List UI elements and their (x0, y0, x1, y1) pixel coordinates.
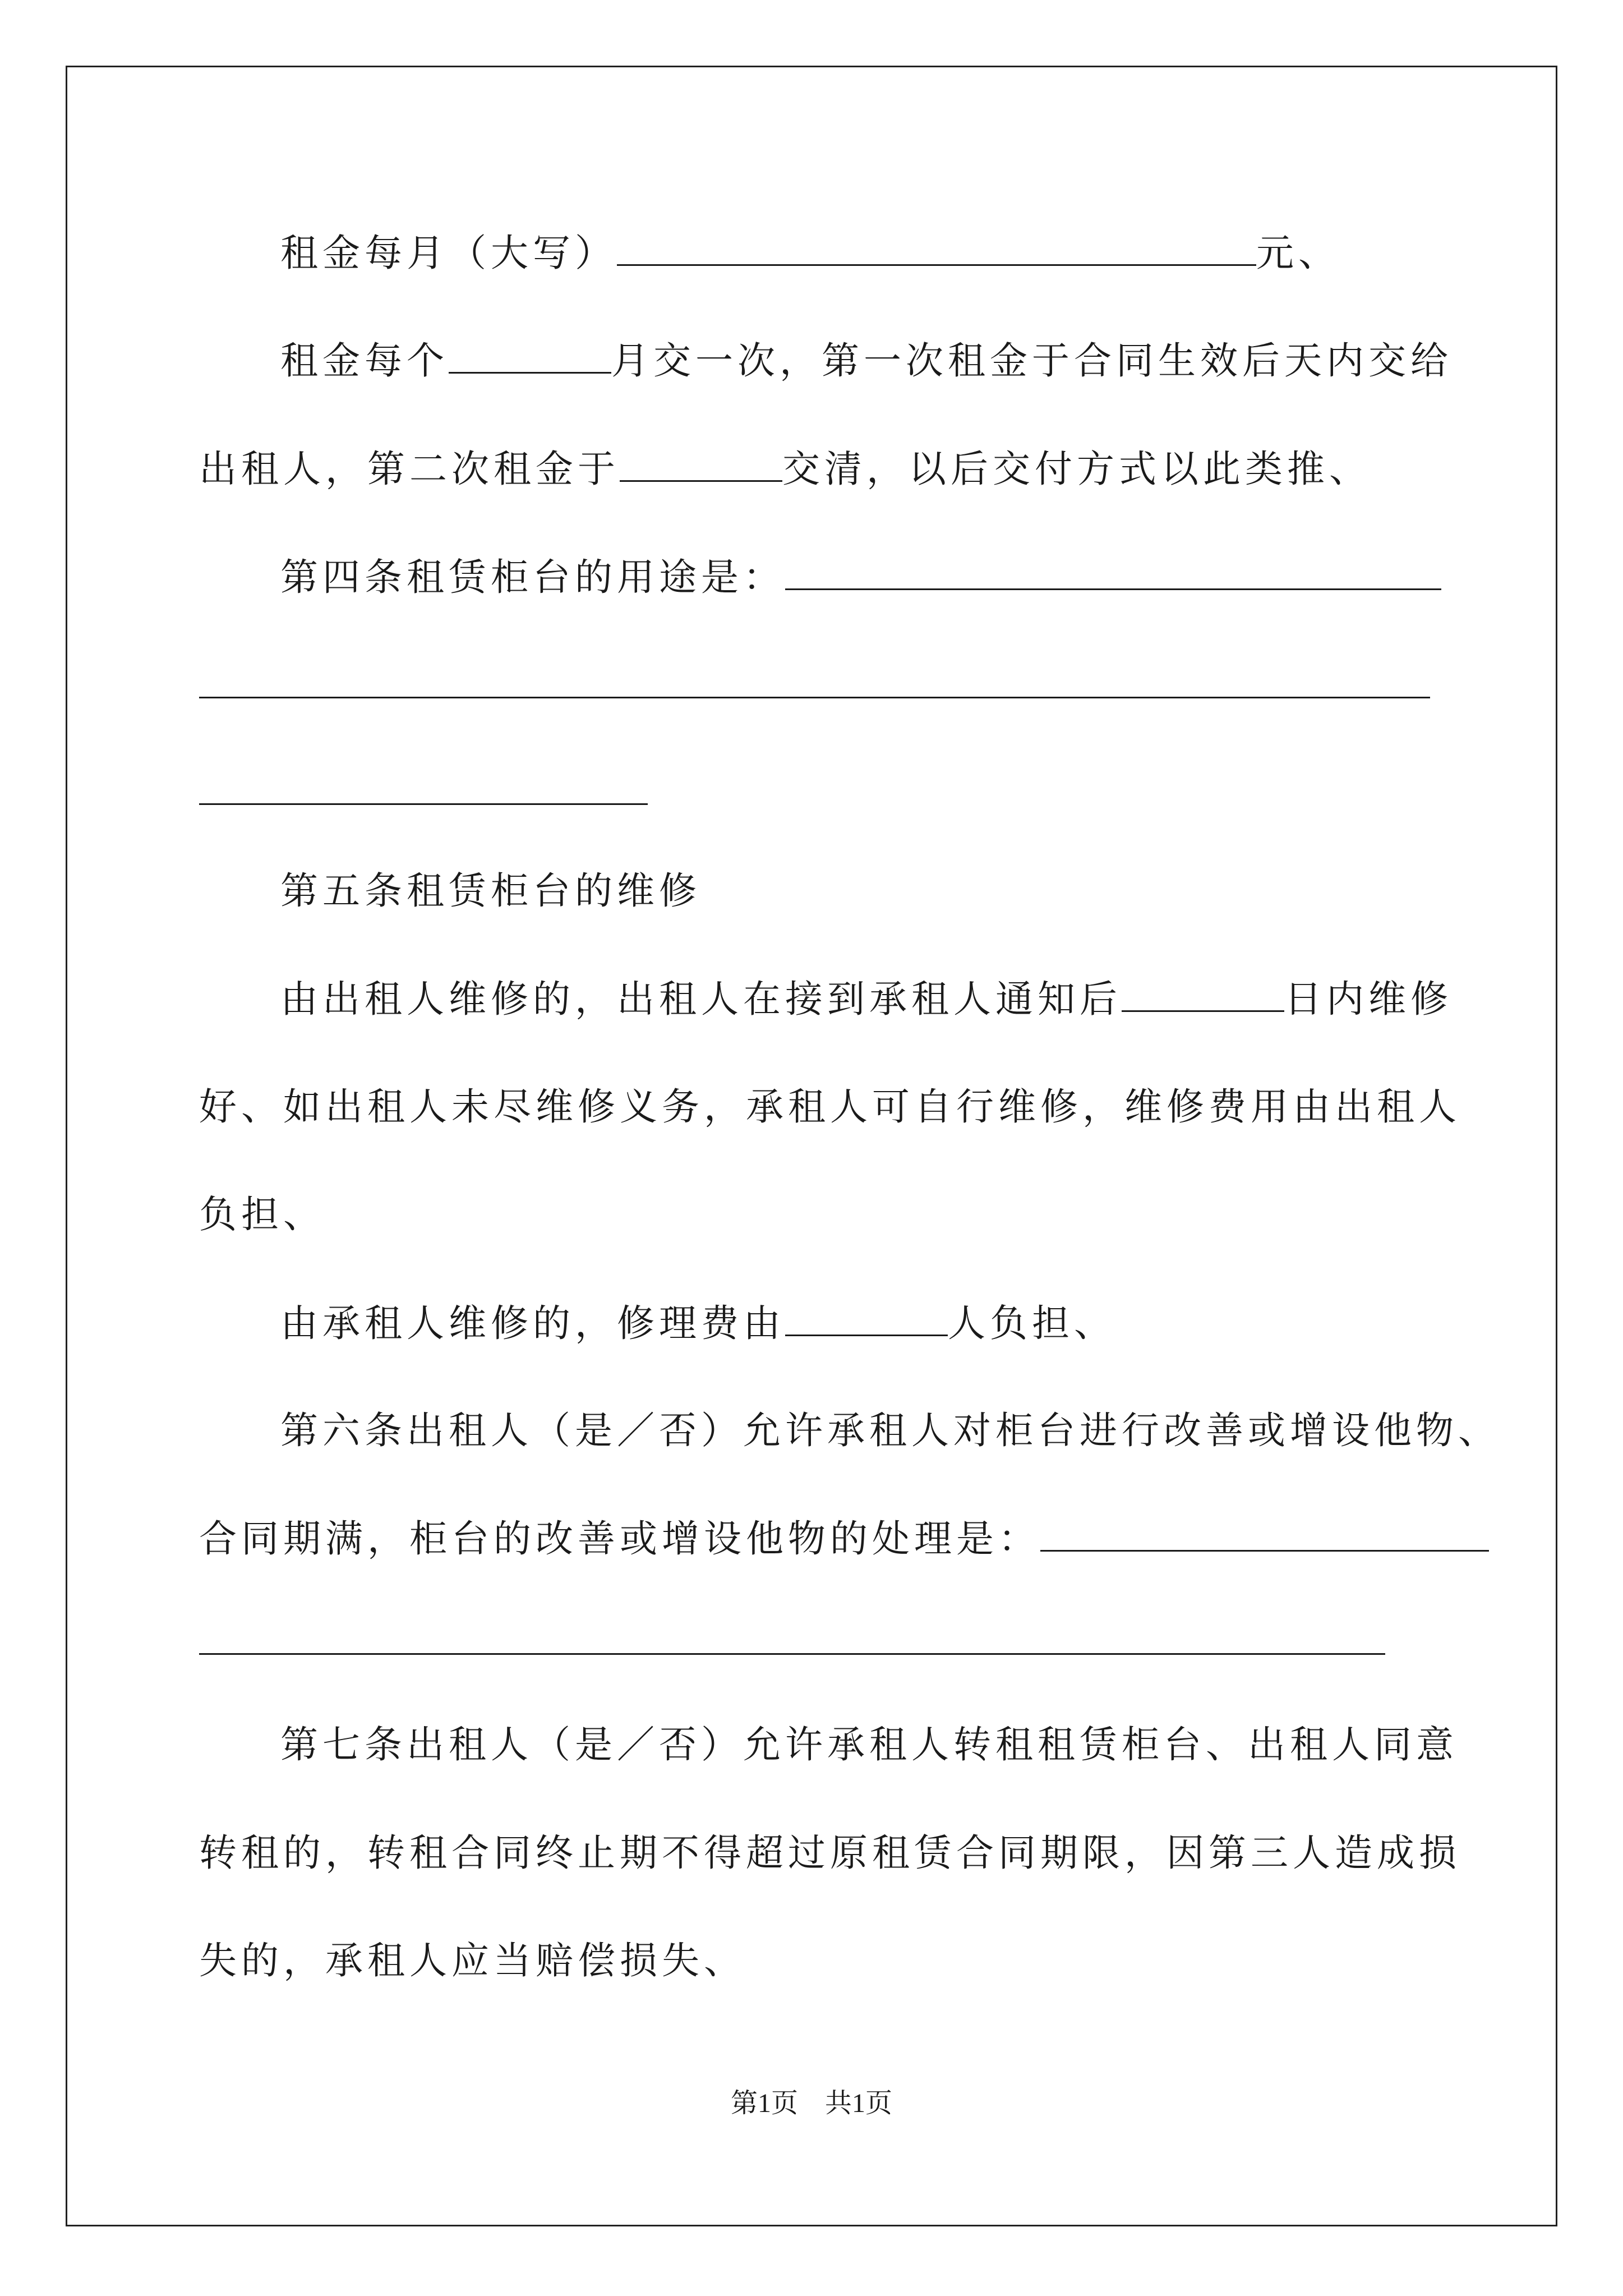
rent-monthly-label: 租金每月（大写） (280, 231, 617, 275)
clause-4-line (280, 551, 1441, 602)
lessee-repair-line (280, 1297, 1116, 1348)
rent-unit-text: 元、 (1256, 231, 1340, 275)
lessor-repair-label: 由出租人维修的，出租人在接到承租人通知后 (280, 977, 1122, 1021)
second-rent-blank[interactable] (620, 443, 782, 482)
usage-blank-line-2[interactable] (199, 697, 1430, 698)
clause-6-line-2 (199, 1513, 1489, 1563)
improvement-handling-line-2[interactable] (199, 1653, 1385, 1655)
second-rent-label: 出租人，第二次租金于 (199, 447, 620, 491)
repair-cost-party-blank[interactable] (785, 1297, 948, 1336)
lessee-repair-text: 人负担、 (948, 1301, 1116, 1345)
clause-5-title (280, 866, 701, 916)
rent-period-line (280, 335, 1453, 385)
lessor-repair-line-3 (199, 1189, 325, 1240)
page-footer: 第1页 共1页 (730, 2088, 892, 2118)
lessor-repair-end-text: 负担、 (199, 1193, 325, 1236)
clause-7-line-3 (199, 1935, 746, 1986)
lessor-repair-text: 好、如出租人未尽维修义务，承租人可自行维修，维修费用由出租人 (199, 1085, 1461, 1129)
rent-period-text: 月交一次，第一次租金于合同生效后天内交给 (611, 339, 1453, 383)
usage-blank[interactable] (785, 551, 1441, 590)
clause-4-label: 第四条租赁柜台的用途是： (280, 555, 785, 599)
second-rent-text: 交清，以后交付方式以此类推、 (782, 447, 1371, 491)
clause-7-text: 第七条出租人（是／否）允许承租人转租租赁柜台、出租人同意 (280, 1723, 1458, 1766)
clause-7-line-2 (199, 1828, 1461, 1878)
clause-7-text-3: 失的，承租人应当赔偿损失、 (199, 1939, 746, 1982)
improvement-handling-blank[interactable] (1040, 1513, 1489, 1552)
rent-period-blank[interactable] (449, 335, 611, 374)
clause-5-text: 第五条租赁柜台的维修 (280, 869, 701, 913)
lessor-repair-line-2 (199, 1082, 1461, 1132)
rent-period-label: 租金每个 (280, 339, 449, 383)
repair-days-blank[interactable] (1122, 973, 1284, 1012)
repair-days-text: 日内维修 (1284, 977, 1453, 1021)
clause-6-label: 合同期满，柜台的改善或增设他物的处理是： (199, 1517, 1040, 1561)
clause-6-text: 第六条出租人（是／否）允许承租人对柜台进行改善或增设他物、 (280, 1409, 1500, 1452)
lessee-repair-label: 由承租人维修的，修理费由 (280, 1301, 785, 1345)
clause-7-text-2: 转租的，转租合同终止期不得超过原租赁合同期限，因第三人造成损 (199, 1831, 1461, 1875)
second-rent-line (199, 443, 1371, 494)
rent-amount-blank[interactable] (617, 227, 1256, 266)
page-border (66, 66, 1557, 2226)
clause-6-line (280, 1405, 1500, 1456)
rent-monthly-line (280, 227, 1340, 278)
usage-blank-line-3[interactable] (199, 803, 648, 805)
lessor-repair-line (280, 973, 1453, 1024)
clause-7-line (280, 1719, 1458, 1770)
